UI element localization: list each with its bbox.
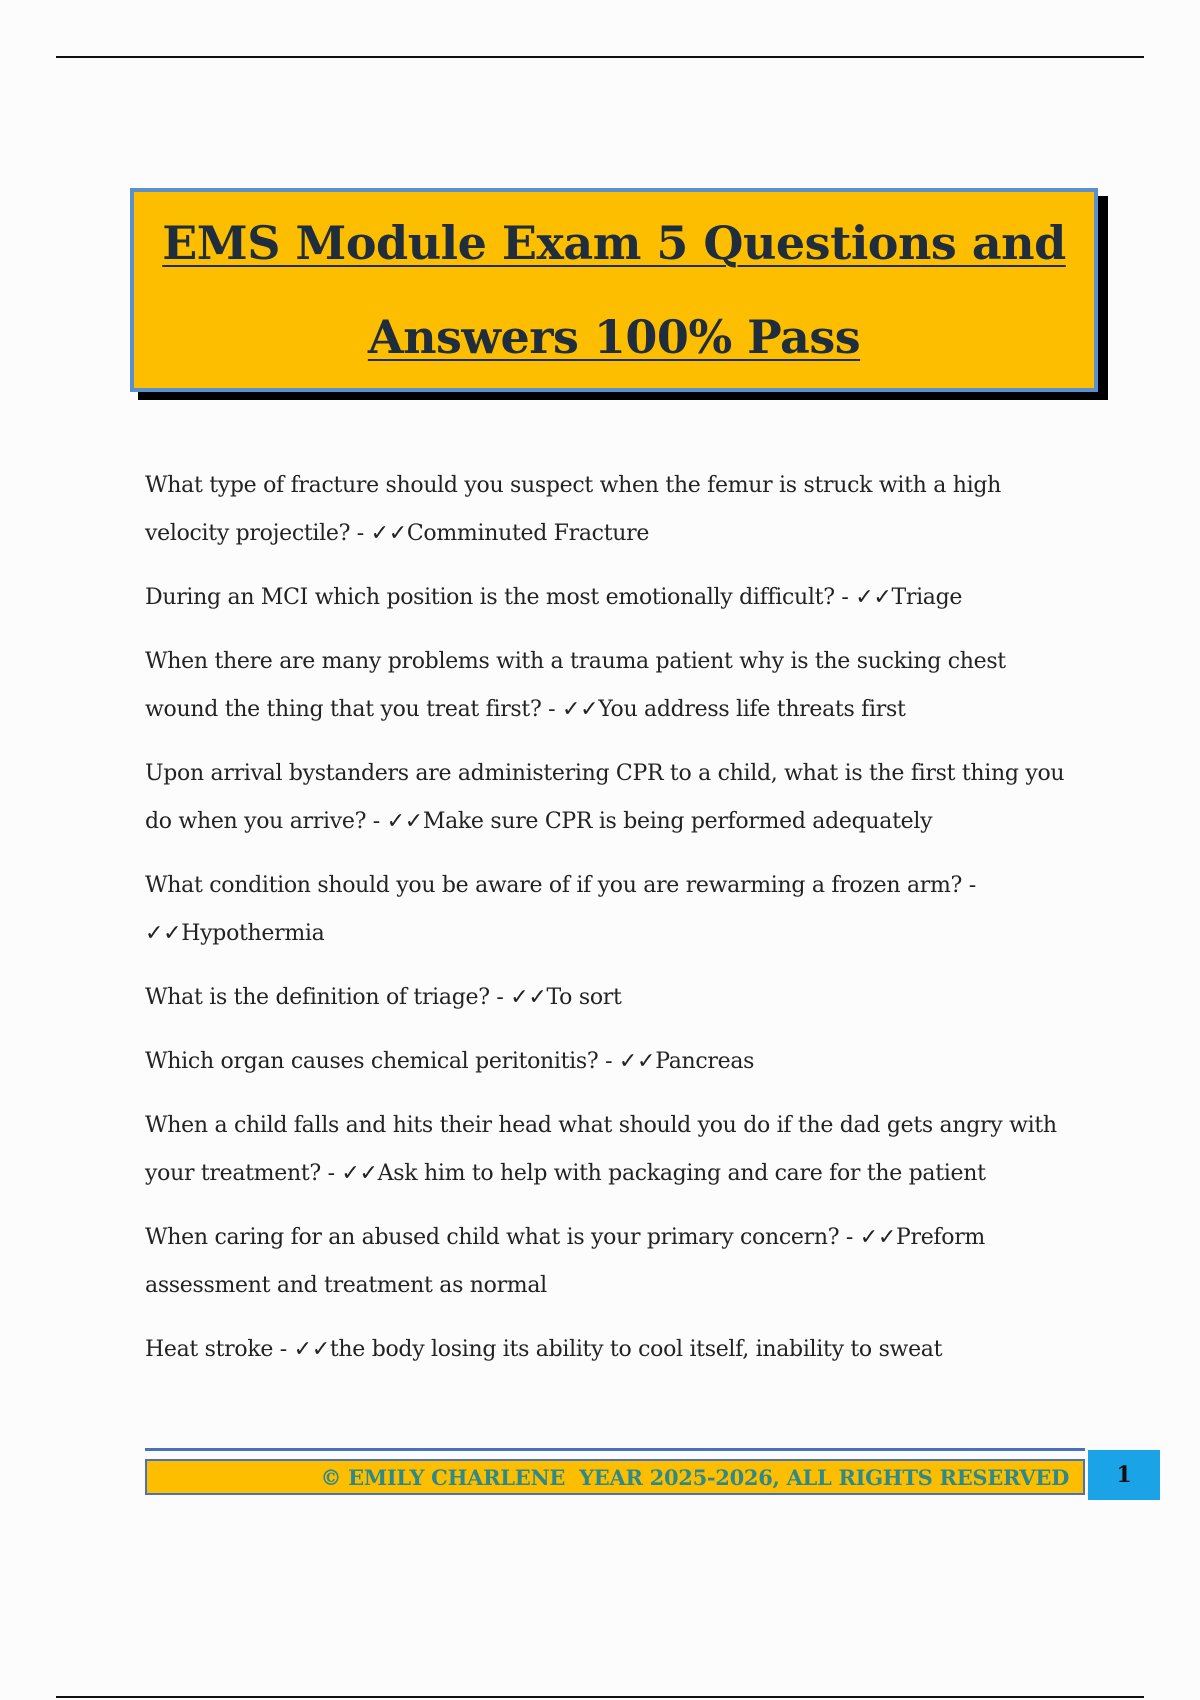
- qa-item: When a child falls and hits their head what should you do if the dad gets angry with your treatment? - ✓✓Ask him to help with packaging and care for the patient: [145, 1113, 1057, 1186]
- qa-item: Which organ causes chemical peritonitis? - ✓✓Pancreas: [145, 1049, 755, 1074]
- footer: [145, 1448, 1085, 1495]
- qa-item: During an MCI which position is the most emotionally difficult? - ✓✓Triage: [145, 585, 963, 610]
- title-box: [130, 188, 1098, 392]
- qa-item: Upon arrival bystanders are administering CPR to a child, what is the first thing you do when you arrive? - ✓✓Make sure CPR is being performed adequately: [145, 761, 1065, 834]
- page-number: 1: [1116, 1462, 1132, 1488]
- qa-item: Heat stroke - ✓✓the body losing its ability to cool itself, inability to sweat: [145, 1337, 943, 1362]
- title-line-1: EMS Module Exam 5 Questions and: [162, 216, 1066, 270]
- qa-item: What type of fracture should you suspect when the femur is struck with a high velocity projectile? - ✓✓Comminuted Fracture: [145, 473, 1001, 546]
- qa-list: [145, 462, 1085, 1390]
- footer-rule: [145, 1448, 1085, 1451]
- top-rule: [56, 56, 1144, 58]
- qa-item: What condition should you be aware of if you are rewarming a frozen arm? - ✓✓Hypothermia: [145, 873, 976, 946]
- copyright-text: © EMILY CHARLENE YEAR 2025-2026, ALL RIGHTS RESERVED: [320, 1464, 1069, 1490]
- footer-box: [145, 1459, 1085, 1495]
- title-line-2: Answers 100% Pass: [367, 310, 861, 364]
- bottom-rule: [56, 1696, 1144, 1698]
- qa-item: When caring for an abused child what is your primary concern? - ✓✓Preform assessment and treatment as normal: [145, 1225, 985, 1298]
- qa-item: What is the definition of triage? - ✓✓To sort: [145, 985, 622, 1010]
- qa-item: When there are many problems with a trauma patient why is the sucking chest wound the thing that you treat first? - ✓✓You address life threats first: [145, 649, 1006, 722]
- title-banner: [130, 188, 1104, 392]
- page-number-box: [1088, 1450, 1160, 1500]
